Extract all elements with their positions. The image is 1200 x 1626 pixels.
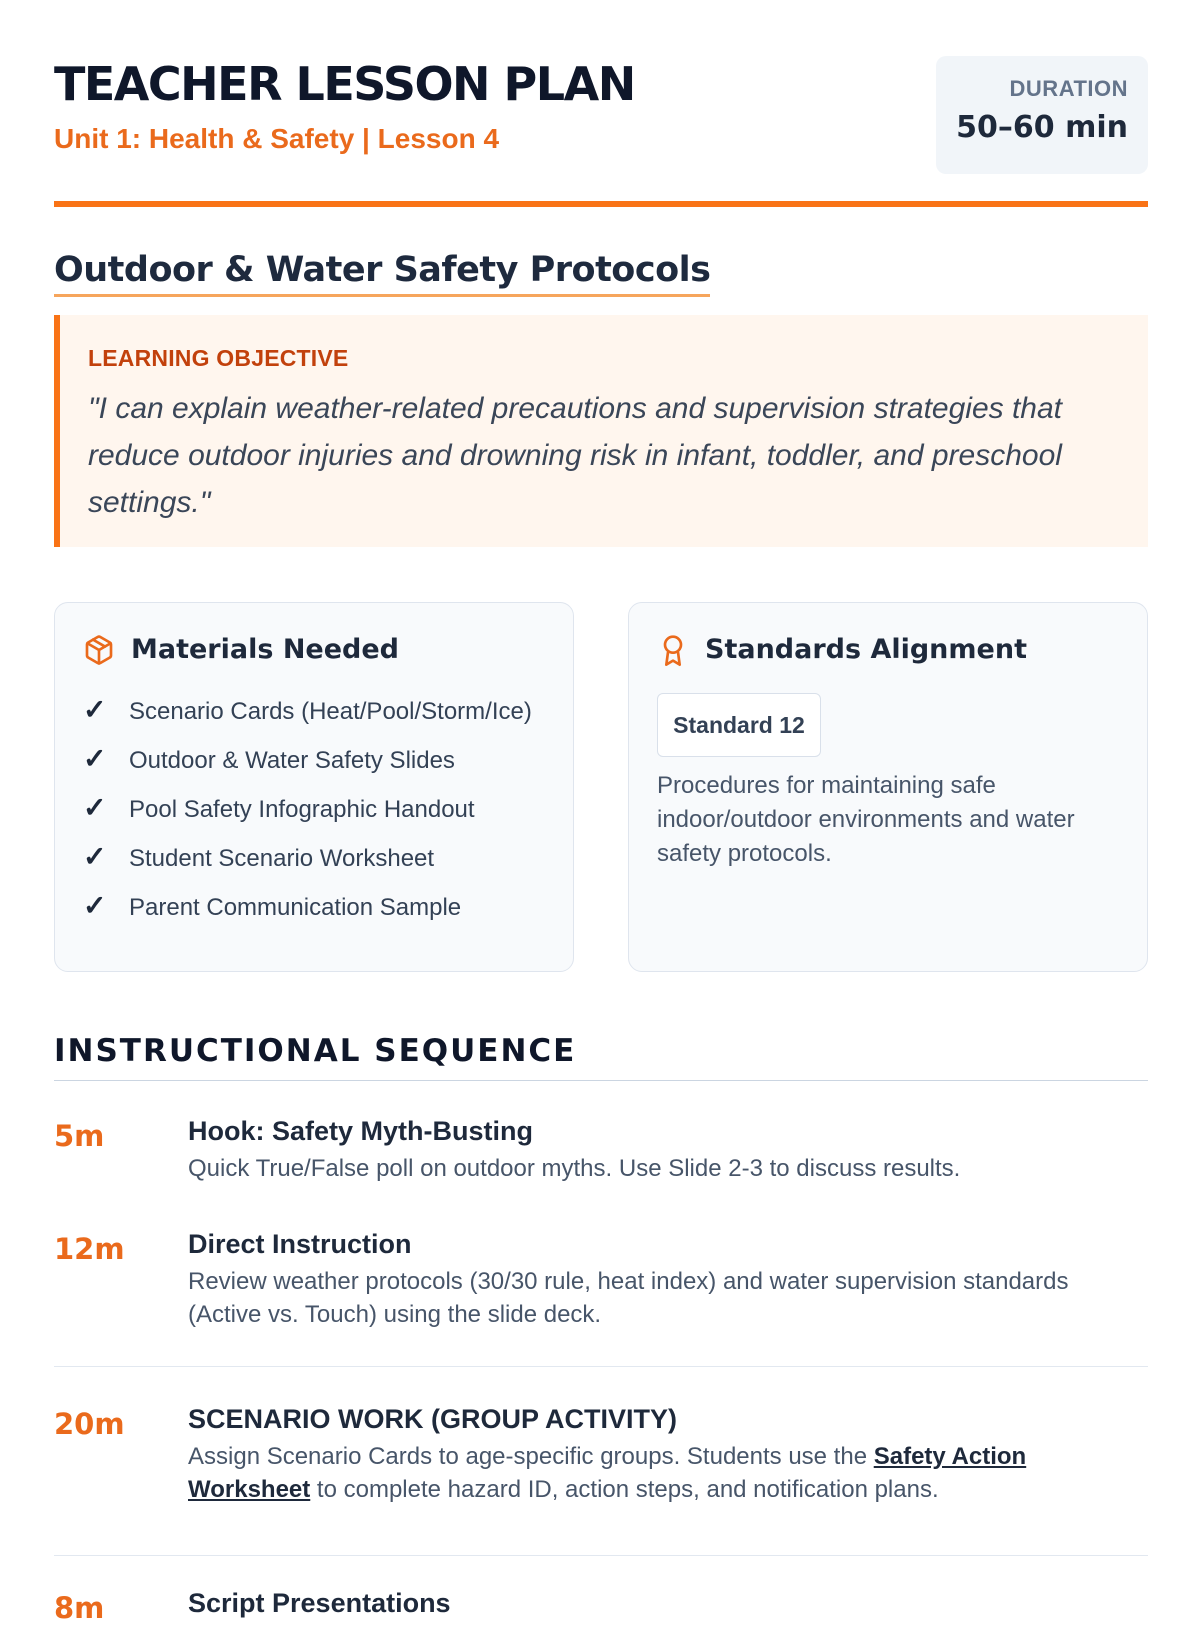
standard-description: Procedures for maintaining safe indoor/outdoor environments and water safety protocols. <box>657 772 1075 867</box>
duration-label: DURATION <box>1009 76 1128 101</box>
step-body <box>188 1227 1148 1331</box>
material-label: Student Scenario Worksheet <box>129 845 435 872</box>
list-item <box>83 791 553 826</box>
check-icon: ✓ <box>83 841 107 872</box>
material-label: Pool Safety Infographic Handout <box>129 796 475 823</box>
duration-value: 50–60 min <box>956 110 1128 145</box>
step-description: Quick True/False poll on outdoor myths. Use Slide 2-3 to discuss results. <box>188 1155 961 1182</box>
step-time: 5m <box>54 1119 105 1153</box>
step-body <box>188 1114 1148 1185</box>
step-name: Direct Instruction <box>188 1229 412 1259</box>
check-icon: ✓ <box>83 792 107 823</box>
step-description <box>188 1440 1148 1506</box>
standards-card-header <box>657 633 1027 667</box>
materials-title: Materials Needed <box>131 634 400 665</box>
step-body <box>188 1402 1148 1506</box>
document-subtitle: Unit 1: Health & Safety | Lesson 4 <box>54 123 500 154</box>
standards-title: Standards Alignment <box>705 634 1027 665</box>
step-name: Hook: Safety Myth-Busting <box>188 1116 534 1146</box>
standard-badge: Standard 12 <box>657 693 821 757</box>
list-item <box>83 889 553 924</box>
section-divider <box>54 1080 1148 1081</box>
document-title: TEACHER LESSON PLAN <box>54 57 635 111</box>
list-item <box>83 742 553 777</box>
objective-text: "I can explain weather-related precautions and supervision strategies that reduce outdoor injuries and drowning risk in infant, toddler, and preschool settings." <box>88 392 1063 519</box>
step-description-text: Assign Scenario Cards to age-specific groups. Students use the <box>188 1443 874 1470</box>
objective-label: LEARNING OBJECTIVE <box>88 345 349 371</box>
material-label: Scenario Cards (Heat/Pool/Storm/Ice) <box>129 698 532 725</box>
step-time: 20m <box>54 1407 125 1441</box>
material-label: Outdoor & Water Safety Slides <box>129 747 455 774</box>
list-item <box>83 840 553 875</box>
step-name: Script Presentations <box>188 1588 451 1618</box>
lesson-title: Outdoor & Water Safety Protocols <box>54 248 710 297</box>
step-description-text: to complete hazard ID, action steps, and notification plans. <box>310 1476 939 1503</box>
award-ribbon-icon <box>657 634 689 666</box>
materials-card-header <box>83 633 399 667</box>
materials-list <box>83 693 553 938</box>
step-description: Review weather protocols (30/30 rule, heat index) and water supervision standards (Active vs. Touch) using the slide deck. <box>188 1268 1069 1328</box>
safety-action-worksheet-link[interactable]: Safety Action Worksheet <box>188 1443 1027 1503</box>
step-body <box>188 1586 1148 1620</box>
standards-card <box>628 602 1148 972</box>
step-time: 12m <box>54 1232 125 1266</box>
check-icon: ✓ <box>83 743 107 774</box>
step-divider <box>54 1555 1148 1556</box>
learning-objective-box <box>54 315 1148 547</box>
duration-box <box>936 56 1148 174</box>
material-label: Parent Communication Sample <box>129 894 462 921</box>
section-title: INSTRUCTIONAL SEQUENCE <box>54 1033 577 1069</box>
box-icon <box>83 634 115 666</box>
step-time: 8m <box>54 1591 105 1625</box>
check-icon: ✓ <box>83 890 107 921</box>
step-name: SCENARIO WORK (GROUP ACTIVITY) <box>188 1404 678 1434</box>
check-icon: ✓ <box>83 694 107 725</box>
list-item <box>83 693 553 728</box>
materials-card <box>54 602 574 972</box>
page-header <box>54 56 1148 176</box>
header-divider <box>54 201 1148 207</box>
step-divider <box>54 1366 1148 1367</box>
